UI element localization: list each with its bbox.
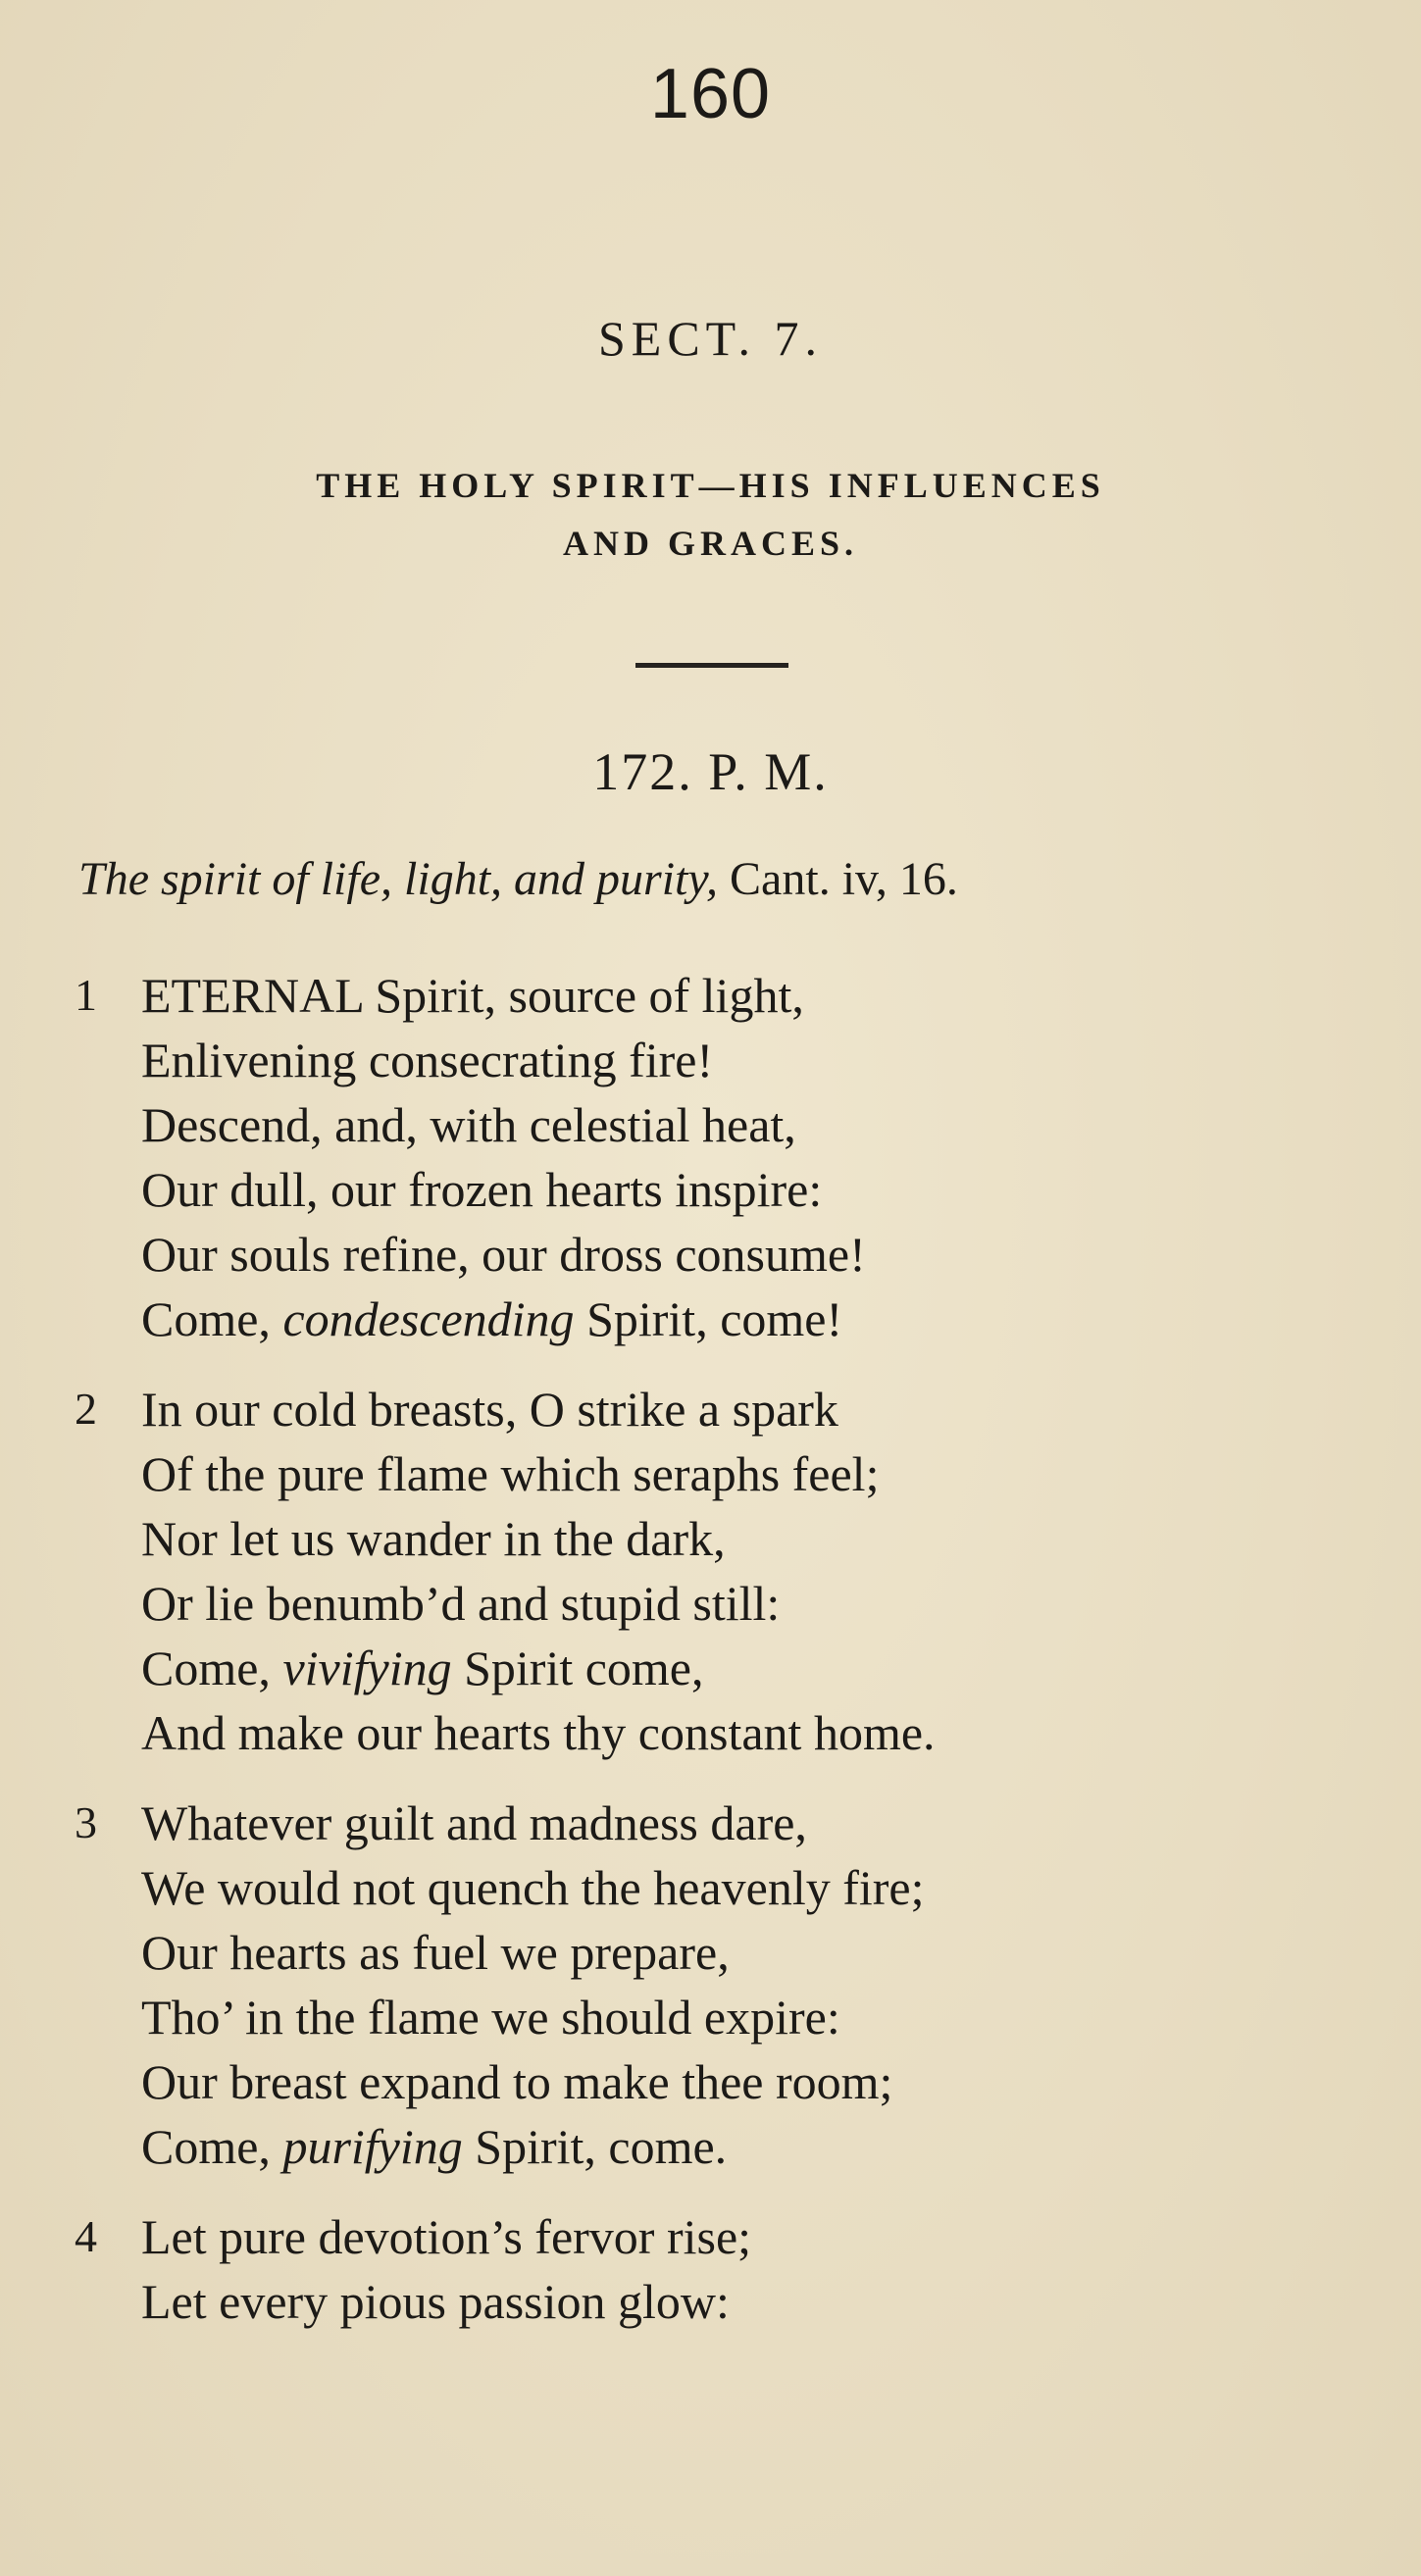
stanza-line — [75, 1092, 1349, 1157]
hymn-subtitle-reference: Cant. iv, 16. — [718, 853, 958, 905]
stanza-line — [75, 1636, 1349, 1700]
section-title-line-2: AND GRACES. — [562, 524, 859, 563]
line-text-italic: vivifying — [282, 1641, 452, 1695]
stanza-line — [75, 1700, 1349, 1765]
section-title — [0, 457, 1421, 573]
line-text-before: Come, — [141, 1291, 283, 1346]
stanza — [75, 2204, 1349, 2334]
line-text: Enlivening consecrating fire! — [141, 1033, 714, 1087]
stanza-line — [75, 1287, 1349, 1351]
section-divider — [635, 663, 788, 668]
stanza-line — [75, 1222, 1349, 1287]
stanza-number: 4 — [75, 2211, 97, 2261]
line-text: Tho’ in the flame we should expire: — [141, 1990, 840, 2045]
line-text-italic: purifying — [282, 2119, 463, 2174]
stanza-line — [75, 2049, 1349, 2114]
hymn-stanzas — [75, 963, 1349, 2359]
stanza-number: 1 — [75, 970, 97, 1020]
line-text-italic: condescending — [282, 1291, 575, 1346]
line-text: We would not quench the heavenly fire; — [141, 1860, 925, 1915]
stanza-line — [75, 1441, 1349, 1506]
line-text: Our hearts as fuel we prepare, — [141, 1925, 730, 1980]
page-number: 160 — [649, 55, 772, 133]
stanza-line — [75, 1377, 1349, 1441]
hymn-number: 172. P. M. — [592, 742, 829, 801]
section-label: SECT. 7. — [597, 311, 824, 366]
stanza-line — [75, 1506, 1349, 1571]
line-text: Let every pious passion glow: — [141, 2274, 730, 2329]
stanza-line — [75, 1157, 1349, 1222]
stanza-number: 3 — [75, 1797, 97, 1847]
stanza — [75, 963, 1349, 1351]
stanza-line — [75, 2269, 1349, 2334]
line-text: Or lie benumb’d and stupid still: — [141, 1576, 781, 1631]
section-title-line-1: THE HOLY SPIRIT—HIS INFLUENCES — [316, 466, 1105, 505]
line-text: Let pure devotion’s fervor rise; — [141, 2209, 752, 2264]
line-text: ETERNAL Spirit, source of light, — [141, 968, 804, 1023]
line-text: Of the pure flame which seraphs feel; — [141, 1446, 880, 1501]
line-text: Whatever guilt and madness dare, — [141, 1795, 807, 1850]
line-text-after: Spirit, come! — [574, 1291, 843, 1346]
line-text: Nor let us wander in the dark, — [141, 1511, 726, 1566]
line-text-before: Come, — [141, 1641, 283, 1695]
stanza-line — [75, 1791, 1349, 1855]
line-text: In our cold breasts, O strike a spark — [141, 1382, 838, 1437]
hymn-subtitle-italic: The spirit of life, light, and purity, — [78, 853, 719, 905]
hymn-subtitle — [78, 851, 1393, 908]
line-text: Our souls refine, our dross consume! — [141, 1227, 866, 1282]
line-text: Our breast expand to make thee room; — [141, 2054, 893, 2109]
line-text: And make our hearts thy constant home. — [141, 1705, 936, 1760]
stanza — [75, 1791, 1349, 2179]
line-text-after: Spirit come, — [451, 1641, 704, 1695]
stanza-line — [75, 1028, 1349, 1092]
stanza — [75, 1377, 1349, 1765]
line-text: Descend, and, with celestial heat, — [141, 1097, 796, 1152]
stanza-number: 2 — [75, 1384, 97, 1434]
stanza-line — [75, 2114, 1349, 2179]
line-text-before: Come, — [141, 2119, 283, 2174]
stanza-line — [75, 2204, 1349, 2269]
stanza-line — [75, 1920, 1349, 1985]
stanza-line — [75, 1571, 1349, 1636]
line-text: Our dull, our frozen hearts inspire: — [141, 1162, 823, 1217]
stanza-line — [75, 1985, 1349, 2049]
line-text-after: Spirit, come. — [462, 2119, 728, 2174]
stanza-line — [75, 963, 1349, 1028]
stanza-line — [75, 1855, 1349, 1920]
